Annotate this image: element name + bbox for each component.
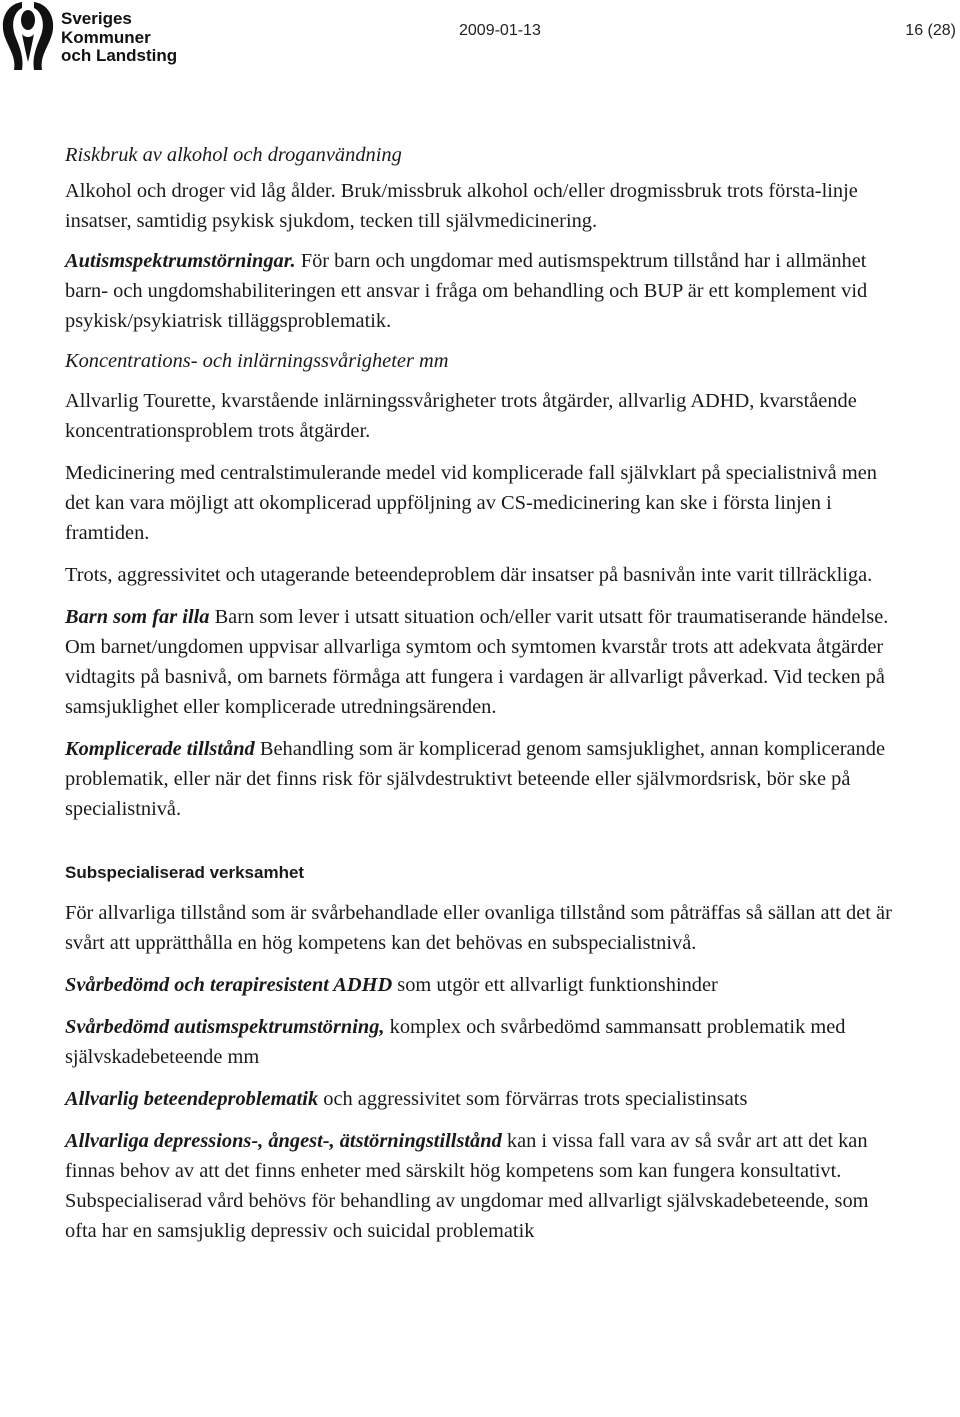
paragraph-autism-2: [65, 1012, 905, 1072]
paragraph-tourette: Allvarlig Tourette, kvarstående inlärningssvårigheter trots åtgärder, allvarlig ADHD, kvarstående koncentrationsproblem trots åtgärder.: [65, 390, 857, 442]
logo-line-3: och Landsting: [61, 46, 178, 65]
text-komplicerade: Behandling som är komplicerad genom samsjuklighet, annan komplicerande problematik, eller när det finns risk för självdestruktivt beteende eller självmordsrisk, bör ske på specialistnivå.: [65, 738, 885, 820]
lead-komplicerade: Komplicerade tillstånd: [65, 738, 255, 760]
text-beteende: och aggressivitet som förvärras trots specialistinsats: [318, 1088, 748, 1110]
paragraph-medicinering: Medicinering med centralstimulerande medel vid komplicerade fall självklart på specialistnivå men det kan vara möjligt att okomplicerad uppföljning av CS-medicinering kan ske i första linjen i framtiden.: [65, 462, 877, 544]
lead-autism-2: Svårbedömd autismspektrumstörning,: [65, 1016, 385, 1038]
paragraph-alkohol: Alkohol och droger vid låg ålder. Bruk/missbruk alkohol och/eller drogmissbruk trots första-linje insatser, samtidig psykisk sjukdom, tecken till självmedicinering.: [65, 180, 858, 232]
paragraph-depression: [65, 1126, 905, 1246]
text-adhd: som utgör ett allvarligt funktionshinder: [392, 974, 718, 996]
page-number: 16 (28): [905, 22, 956, 39]
paragraph-autism: [65, 246, 905, 336]
logo-line-2: Kommuner: [61, 27, 151, 47]
text-autism: För barn och ungdomar med autismspektrum tillstånd har i allmänhet barn- och ungdomshabiliteringen ett ansvar i fråga om behandling och BUP är ett komplement vid psykisk/psykiatrisk tilläggsproblematik.: [65, 250, 868, 332]
heading-koncentration: Koncentrations- och inlärningssvårigheter mm: [65, 350, 449, 372]
logo-text: [61, 10, 177, 66]
heading-subspecialiserad: Subspecialiserad verksamhet: [65, 863, 305, 882]
paragraph-beteende: [65, 1084, 905, 1114]
lead-beteende: Allvarlig beteendeproblematik: [65, 1088, 319, 1110]
lead-autism: Autismspektrumstörningar.: [65, 250, 296, 272]
document-date: 2009-01-13: [459, 22, 541, 39]
paragraph-komplicerade: [65, 734, 905, 824]
text-barn: Barn som lever i utsatt situation och/eller varit utsatt för traumatiserande händelse. Om barnet/ungdomen uppvisar allvarliga symtom och symtomen kvarstår trots att adekvata åtgärder vidtagits på basnivå, om barnets förmåga att fungera i vardagen är allvarligt påverkad. Vid tecken på samsjuklighet eller komplicerade utredningsärenden.: [65, 606, 889, 718]
lead-barn: Barn som far illa: [65, 606, 210, 628]
paragraph-trots: Trots, aggressivitet och utagerande beteendeproblem där insatser på basnivån inte varit tillräckliga.: [65, 564, 873, 586]
paragraph-barn: [65, 602, 905, 722]
page-header: [0, 0, 960, 75]
lead-adhd: Svårbedömd och terapiresistent ADHD: [65, 974, 393, 996]
text-autism-2: komplex och svårbedömd sammansatt problematik med självskadebeteende mm: [65, 1016, 846, 1068]
document-body: [65, 140, 905, 1246]
text-depression: kan i vissa fall vara av så svår art att det kan finnas behov av att det finns enheter med särskilt hög kompetens som kan fungera konsultativt. Subspecialiserad vård behövs för behandling av ungdomar med allvarligt självskadebeteende, som ofta har en samsjuklig depressiv och suicidal problematik: [65, 1130, 869, 1242]
logo-line-1: Sveriges: [61, 9, 132, 28]
skl-logo-icon: [0, 0, 56, 72]
paragraph-subspecialiserad: För allvarliga tillstånd som är svårbehandlade eller ovanliga tillstånd som påträffas så sällan att det är svårt att upprätthålla en hög kompetens kan det behövas en subspecialistnivå.: [65, 902, 892, 954]
heading-riskbruk: Riskbruk av alkohol och droganvändning: [65, 144, 402, 166]
lead-depression: Allvarliga depressions-, ångest-, ätstörningstillstånd: [65, 1130, 502, 1152]
paragraph-adhd: [65, 970, 905, 1000]
